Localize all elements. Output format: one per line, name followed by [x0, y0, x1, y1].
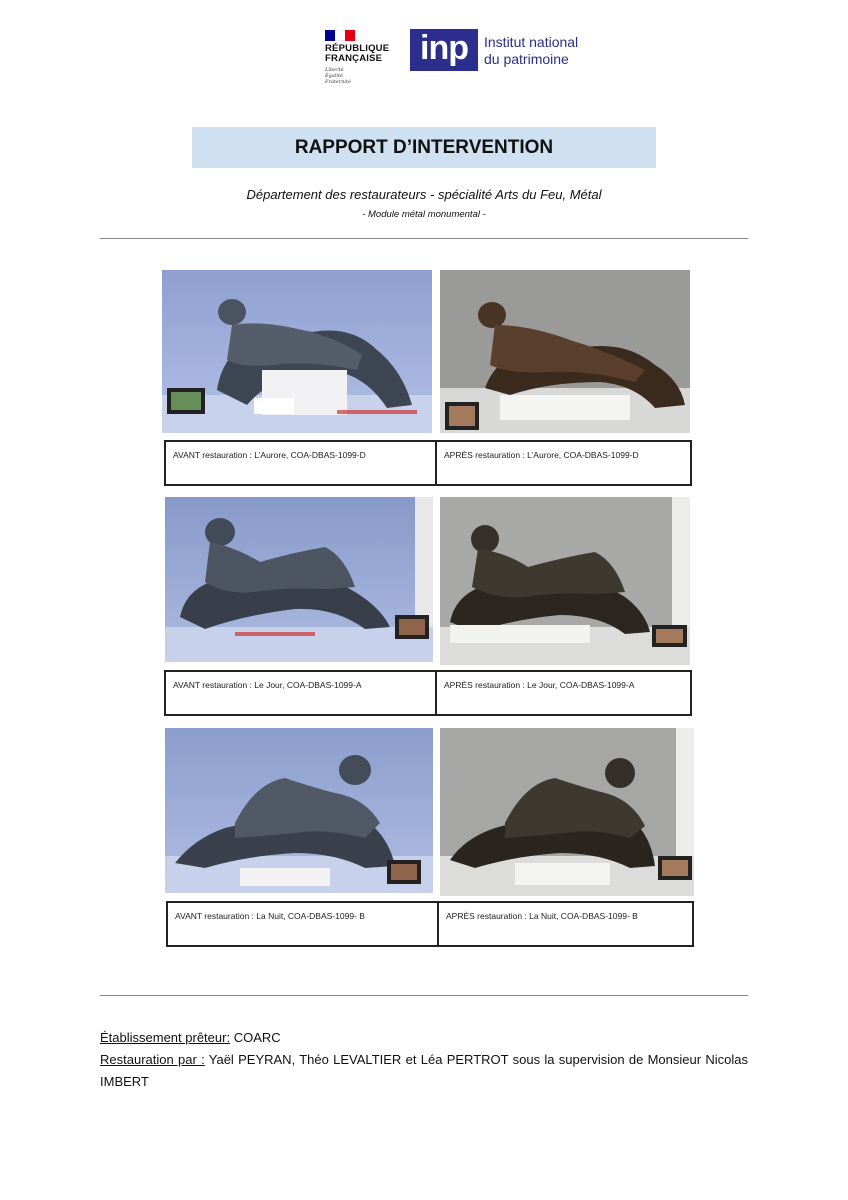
photo-aurore-before — [162, 270, 432, 433]
lender-line — [100, 1027, 748, 1049]
inp-name — [484, 34, 578, 68]
department-subtitle: Département des restaurateurs - spécialité Arts du Feu, Métal — [246, 187, 602, 202]
rf-motto — [325, 67, 405, 85]
caption-nuit-before: AVANT restauration : La Nuit, COA-DBAS-1099- B — [166, 901, 439, 947]
rf-motto-1: Liberté — [325, 67, 344, 73]
inp-name-line2: du patrimoine — [484, 51, 569, 67]
lender-label: Établissement prêteur: — [100, 1030, 231, 1045]
photo-jour-before — [165, 497, 433, 662]
caption-jour-before: AVANT restauration : Le Jour, COA-DBAS-1099-A — [164, 670, 437, 716]
restoration-line — [100, 1049, 748, 1093]
inp-logo: inp — [410, 29, 478, 71]
divider-top — [100, 238, 748, 239]
photo-aurore-after — [440, 270, 690, 433]
module-subtitle: - Module métal monumental - — [362, 209, 486, 220]
inp-name-line1: Institut national — [484, 34, 579, 50]
caption-aurore-after: APRÈS restauration : L’Aurore, COA-DBAS-1099-D — [435, 440, 692, 486]
divider-bottom — [100, 995, 748, 996]
caption-jour-after: APRÈS restauration : Le Jour, COA-DBAS-1099-A — [435, 670, 692, 716]
restoration-label: Restauration par : — [100, 1052, 205, 1067]
report-title: RAPPORT D’INTERVENTION — [192, 127, 656, 168]
rf-name-line1: RÉPUBLIQUE — [325, 43, 390, 54]
rf-name-line2: FRANÇAISE — [325, 53, 383, 64]
rf-motto-3: Fraternité — [325, 79, 351, 85]
restoration-value: Yaël PEYRAN, Théo LEVALTIER et Léa PERTROT sous la supervision de Monsieur Nicolas IMBERT — [100, 1052, 748, 1089]
rf-motto-2: Égalité — [325, 73, 343, 79]
photo-nuit-after — [440, 728, 694, 896]
caption-nuit-after: APRÈS restauration : La Nuit, COA-DBAS-1099- B — [437, 901, 694, 947]
caption-aurore-before: AVANT restauration : L’Aurore, COA-DBAS-1099-D — [164, 440, 437, 486]
rf-name — [325, 44, 405, 64]
french-flag-icon — [325, 30, 355, 41]
photo-nuit-before — [165, 728, 433, 893]
photo-jour-after — [440, 497, 690, 665]
lender-value: COARC — [230, 1030, 281, 1045]
republique-francaise-logo — [325, 30, 405, 85]
